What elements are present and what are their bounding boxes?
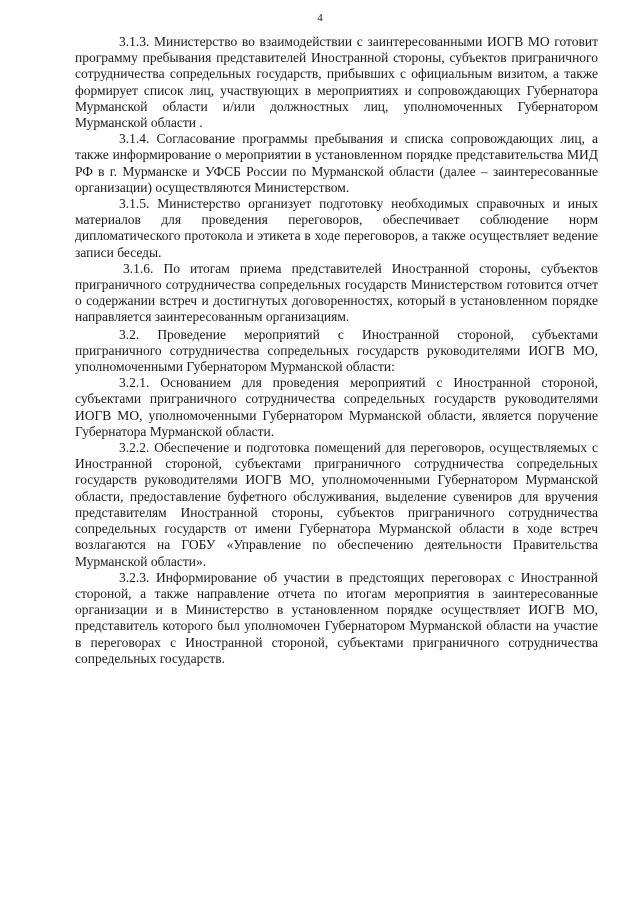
paragraph-3-1-3: 3.1.3. Министерство во взаимодействии с заинтересованными ИОГВ МО готовит программу пребывания представителей Иностранной стороны, субъектов приграничного сотрудничества сопредельных государств, прибывших с официальным визитом, а также формирует список лиц, участвующих в мероприятиях и сопровождающих Губернатора Мурманской области и/или должностных лиц, уполномоченных Губернатором Мурманской области . xyxy=(75,34,598,131)
paragraph-3-1-6: 3.1.6. По итогам приема представителей Иностранной стороны, субъектов приграничного сотрудничества сопредельных государств Министерством готовится отчет о содержании встреч и достигнутых договоренностях, который в установленном порядке направляется заинтересованным организациям. xyxy=(75,260,598,325)
document-body xyxy=(75,34,598,667)
paragraph-3-2-3: 3.2.3. Информирование об участии в предстоящих переговорах с Иностранной стороной, а также направление отчета по итогам мероприятия в заинтересованные организации и в Министерство в установленном порядке осуществляет ИОГВ МО, представитель которого был уполномочен Губернатором Мурманской области на участие в переговорах с Иностранной стороной, субъектами приграничного сотрудничества сопредельных государств. xyxy=(75,569,598,666)
paragraph-3-1-5: 3.1.5. Министерство организует подготовку необходимых справочных и иных материалов для проведения переговоров, обеспечивает соблюдение норм дипломатического протокола и этикета в ходе переговоров, а также осуществляет ведение записи беседы. xyxy=(75,196,598,260)
paragraph-3-2: 3.2. Проведение мероприятий с Иностранной стороной, субъектами приграничного сотрудничества сопредельных государств руководителями ИОГВ МО, уполномоченными Губернатором Мурманской области: xyxy=(75,326,598,375)
page-number: 4 xyxy=(317,12,323,24)
paragraph-3-2-1: 3.2.1. Основанием для проведения мероприятий с Иностранной стороной, субъектами приграничного сотрудничества сопредельных государств руководителями ИОГВ МО, уполномоченными Губернатором Мурманской области, является поручение Губернатора Мурманской области. xyxy=(75,375,598,439)
paragraph-3-1-4: 3.1.4. Согласование программы пребывания и списка сопровождающих лиц, а также информирование о мероприятии в установленном порядке представительства МИД РФ в г. Мурманске и УФСБ России по Мурманской области (далее – заинтересованные организации) осуществляются Министерством. xyxy=(75,131,598,195)
paragraph-3-2-2: 3.2.2. Обеспечение и подготовка помещений для переговоров, осуществляемых с Иностранной стороной, субъектами приграничного сотрудничества сопредельных государств руководителями ИОГВ МО, уполномоченными Губернатором Мурманской области, предоставление буфетного обслуживания, выделение сувениров для вручения представителям Иностранной стороны, субъектов приграничного сотрудничества сопредельных государств от имени Губернатора Мурманской области в ходе встреч возлагаются на ГОБУ «Управление по обеспечению деятельности Правительства Мурманской области». xyxy=(75,440,598,569)
